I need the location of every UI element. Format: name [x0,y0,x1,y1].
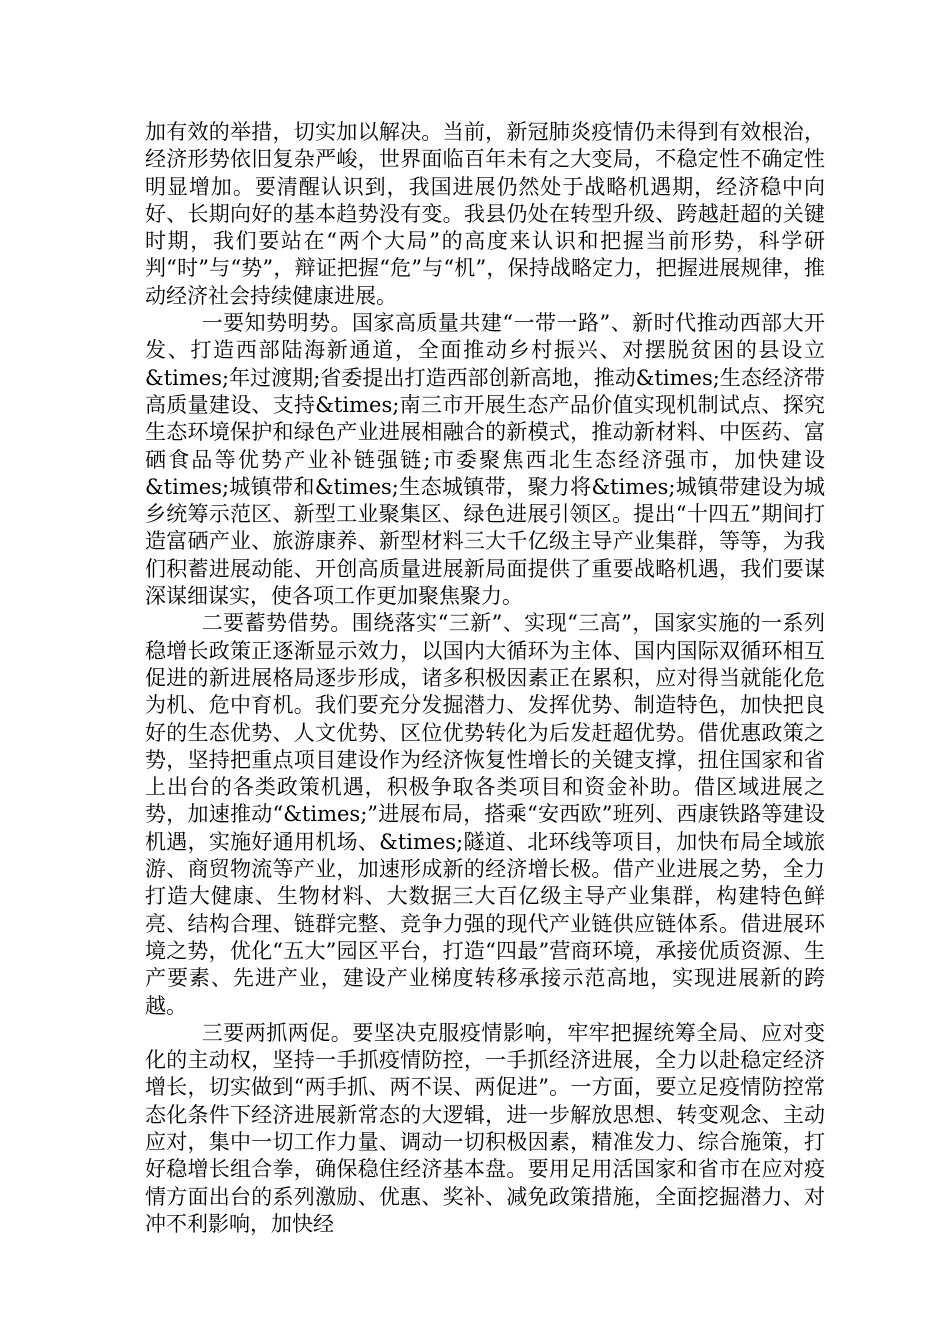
paragraph-continuation: 加有效的举措，切实加以解决。当前，新冠肺炎疫情仍未得到有效根治，经济形势依旧复杂严峻，世界面临百年未有之大变局，不稳定性不确定性明显增加。要清醒认识到，我国进展仍然处于战略机遇期，经济稳中向好、长期向好的基本趋势没有变。我县仍处在转型升级、跨越赶超的关键时期，我们要站在“两个大局”的高度来认识和把握当前形势，科学研判“时”与“势”，辩证把握“危”与“机”，保持战略定力，把握进展规律，推动经济社会持续健康进展。 [145,120,825,308]
paragraph-zhi-shi-ming-shi: 一要知势明势。国家高质量共建“一带一路”、新时代推动西部大开发、打造西部陆海新通道，全面推动乡村振兴、对摆脱贫困的县设立&times;年过渡期;省委提出打造西部创新高地，推动&times;生态经济带高质量建设、支持&times;南三市开展生态产品价值实现机制试点、探究生态环境保护和绿色产业进展相融合的新模式，推动新材料、中医药、富硒食品等优势产业补链强链;市委聚焦西北生态经济强市，加快建设&times;城镇带和&times;生态城镇带，聚力将&times;城镇带建设为城乡统筹示范区、新型工业聚集区、绿色进展引领区。提出“十四五”期间打造富硒产业、旅游康养、新型材料三大千亿级主导产业集群，等等，为我们积蓄进展动能、开创高质量进展新局面提供了重要战略机遇，我们要谋深谋细谋实，使各项工作更加聚焦聚力。 [145,311,825,609]
document-body [145,119,825,1238]
paragraph-liang-zhua-liang-cu: 三要两抓两促。要坚决克服疫情影响，牢牢把握统筹全局、应对变化的主动权，坚持一手抓疫情防控，一手抓经济进展，全力以赴稳定经济增长，切实做到“两手抓、两不误、两促进”。一方面，要立足疫情防控常态化条件下经济进展新常态的大逻辑，进一步解放思想、转变观念、主动应对，集中一切工作力量、调动一切积极因素，精准发力、综合施策，打好稳增长组合拳，确保稳住经济基本盘。要用足用活国家和省市在应对疫情方面出台的系列激励、优惠、奖补、减免政策措施，全面挖掘潜力、对冲不利影响，加快经 [145,1020,825,1236]
paragraph-xu-shi-jie-shi: 二要蓄势借势。围绕落实“三新”、实现“三高”，国家实施的一系列稳增长政策正逐渐显示效力，以国内大循环为主体、国内国际双循环相互促进的新进展格局逐步形成，诸多积极因素正在累积，应对得当就能化危为机、危中育机。我们要充分发掘潜力、发挥优势、制造特色，加快把良好的生态优势、人文优势、区位优势转化为后发赶超优势。借优惠政策之势，坚持把重点项目建设作为经济恢复性增长的关键支撑，扭住国家和省上出台的各类政策机遇，积极争取各类项目和资金补助。借区域进展之势，加速推动“&times;”进展布局，搭乘“安西欧”班列、西康铁路等建设机遇，实施好通用机场、&times;隧道、北环线等项目，加快布局全域旅游、商贸物流等产业，加速形成新的经济增长极。借产业进展之势，全力打造大健康、生物材料、大数据三大百亿级主导产业集群，构建特色鲜亮、结构合理、链群完整、竞争力强的现代产业链供应链体系。借进展环境之势，优化“五大”园区平台，打造“四最”营商环境，承接优质资源、生产要素、先进产业，建设产业梯度转移承接示范高地，实现进展新的跨越。 [145,611,825,1018]
